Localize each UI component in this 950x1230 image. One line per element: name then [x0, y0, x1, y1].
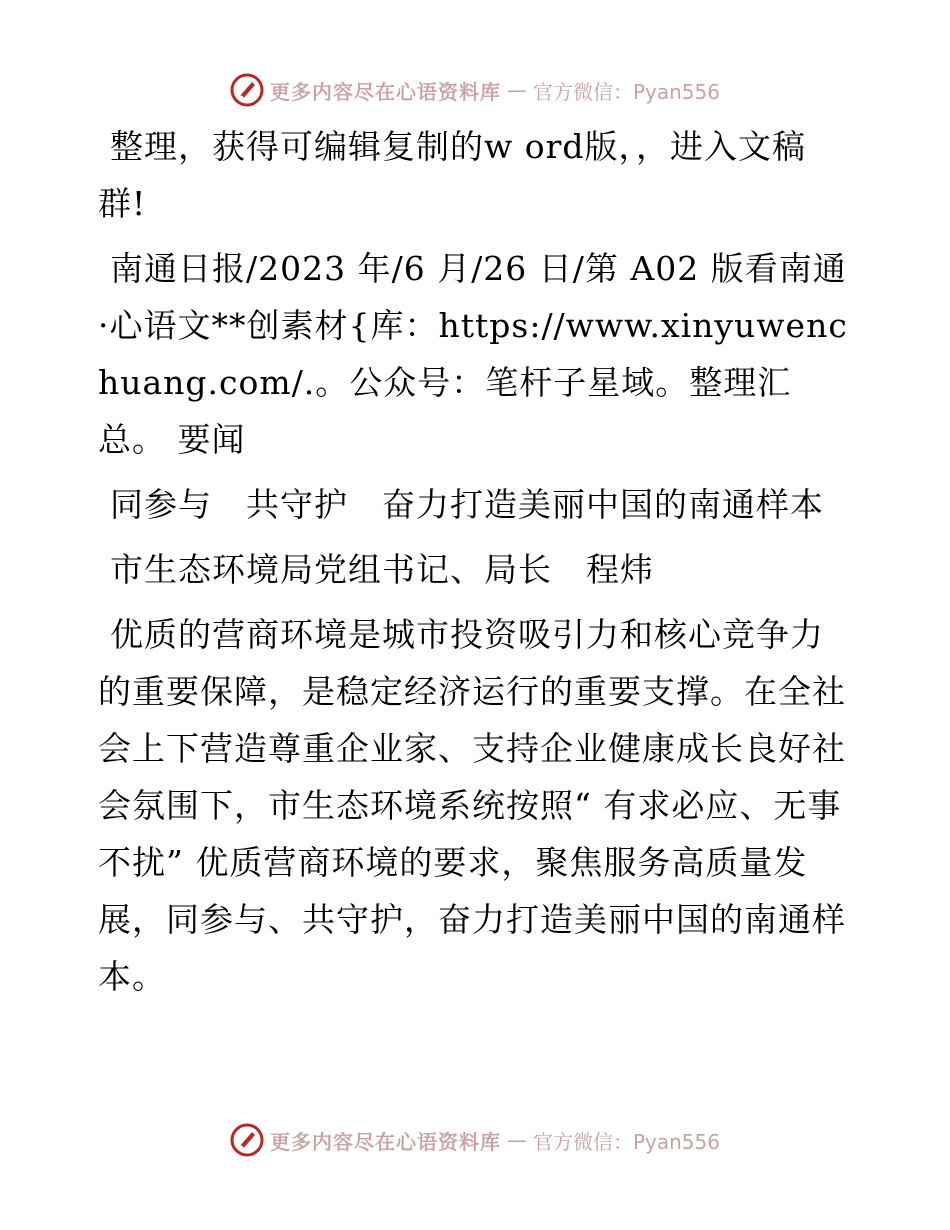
- paragraph-body: 优质的营商环境是城市投资吸引力和核心竞争力的重要保障，是稳定经济运行的重要支撑。在全社会上下营造尊重企业家、支持企业健康成长良好社会氛围下，市生态环境系统按照“ 有求必应、无事不扰” 优质营商环境的要求，聚焦服务高质量发展，同参与、共守护，奋力打造美丽中国的南通样本。: [98, 615, 846, 996]
- watermark-contact: 官方微信：Pyan556: [532, 1129, 720, 1154]
- watermark-dash: —: [506, 1128, 527, 1152]
- paragraph-intro: 整理，获得可编辑复制的w ord版，，进入文稿群!: [98, 127, 807, 223]
- header-watermark: [0, 70, 950, 110]
- article-author: 市生态环境局党组书记、局长 程炜: [110, 550, 654, 589]
- watermark-text: 更多内容尽在心语资料库: [269, 79, 501, 104]
- logo-icon: [230, 1123, 264, 1157]
- watermark-contact: 官方微信：Pyan556: [532, 79, 720, 104]
- document-body: [98, 118, 850, 1005]
- footer-watermark: [0, 1120, 950, 1160]
- logo-icon: [230, 73, 264, 107]
- watermark-text: 更多内容尽在心语资料库: [269, 1129, 501, 1154]
- article-title: 同参与 共守护 奋力打造美丽中国的南通样本: [110, 485, 824, 524]
- watermark-dash: —: [506, 78, 527, 102]
- paragraph-source: 南通日报/2023 年/6 月/26 日/第 A02 版看南通·心语文**创素材{库：https://www.xinyuwenchuang.com/.。公众号：笔杆子星域。整理汇总。 要闻: [98, 249, 848, 459]
